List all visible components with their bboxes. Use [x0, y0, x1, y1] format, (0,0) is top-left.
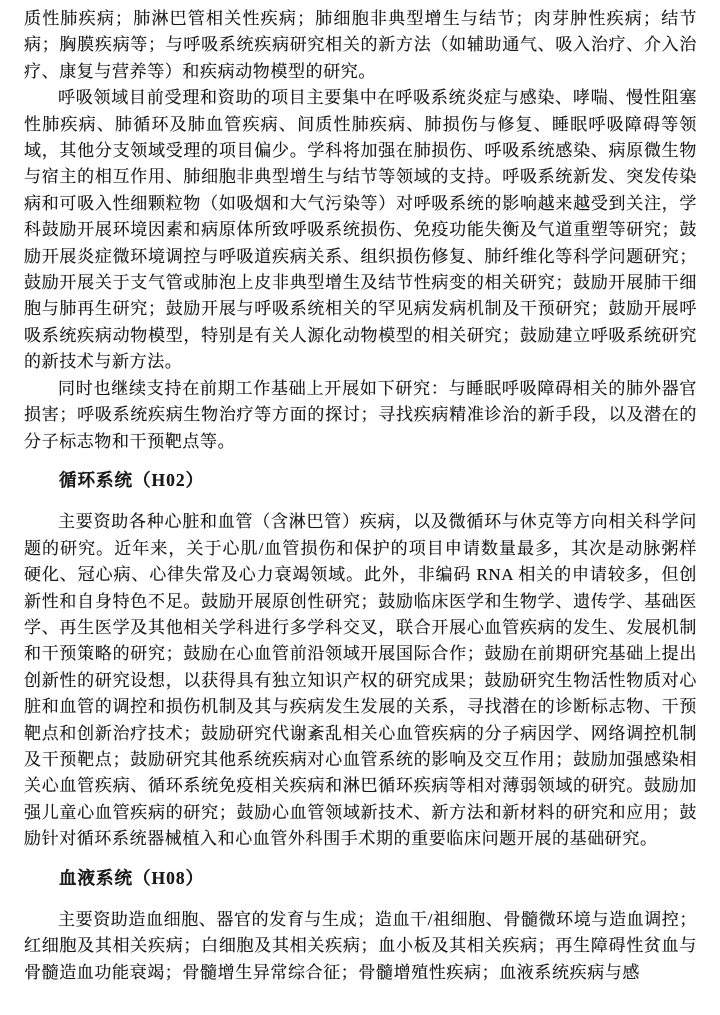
paragraph-circulatory-system: 主要资助各种心脏和血管（含淋巴管）疾病，以及微循环与休克等方向相关科学问题的研究。近年来，关于心肌/血管损伤和保护的项目申请数量最多，其次是动脉粥样硬化、冠心病、心律失常及心力衰竭领域。此外，非编码 RNA 相关的申请较多，但创新性和自身特色不足。鼓励开展原创性研究；鼓励临床医学和生物学、遗传学、基础医学、再生医学及其他相关学科进行多学科交叉，联合开展心血管疾病的发生、发展机制和干预策略的研究；鼓励在心血管前沿领域开展国际合作；鼓励在前期研究基础上提出创新性的研究设想，以获得具有独立知识产权的研究成果；鼓励研究生物活性物质对心脏和血管的调控和损伤机制及其与疾病发生发展的关系，寻找潜在的诊断标志物、干预靶点和创新治疗技术；鼓励研究代谢紊乱相关心血管疾病的分子病因学、网络调控机制及干预靶点；鼓励研究其他系统疾病对心血管系统的影响及交互作用；鼓励加强感染相关心血管疾病、循环系统免疫相关疾病和淋巴循环疾病等相对薄弱领域的研究。鼓励加强儿童心血管疾病的研究；鼓励心血管领域新技术、新方法和新材料的研究和应用；鼓励针对循环系统器械植入和心血管外科围手术期的重要临床问题开展的基础研究。 — [24, 512, 697, 849]
paragraph-respiratory-continued-support: 同时也继续支持在前期工作基础上开展如下研究：与睡眠呼吸障碍相关的肺外器官损害；呼吸系统疾病生物治疗等方面的探讨；寻找疾病精准诊治的新手段，以及潜在的分子标志物和干预靶点等。 — [24, 378, 697, 451]
paragraph-blood-system: 主要资助造血细胞、器官的发育与生成；造血干/祖细胞、骨髓微环境与造血调控；红细胞及其相关疾病；白细胞及其相关疾病；血小板及其相关疾病；再生障碍性贫血与骨髓造血功能衰竭；骨髓增生异常综合征；骨髓增殖性疾病；血液系统疾病与感 — [24, 910, 697, 982]
heading-circulatory-system-h02: 循环系统（H02） — [59, 469, 205, 490]
paragraph-respiratory-funding-focus: 呼吸领域目前受理和资助的项目主要集中在呼吸系统炎症与感染、哮喘、慢性阻塞性肺疾病、肺循环及肺血管疾病、间质性肺疾病、肺损伤与修复、睡眠呼吸障碍等领域，其他分支领域受理的项目偏少。学科将加强在肺损伤、呼吸系统感染、病原微生物与宿主的相互作用、肺细胞非典型增生与结节等领域的支持。呼吸系统新发、突发传染病和可吸入性细颗粒物（如吸烟和大气污染等）对呼吸系统的影响越来越受到关注，学科鼓励开展环境因素和病原体所致呼吸系统损伤、免疫功能失衡及气道重塑等研究；鼓励开展炎症微环境调控与呼吸道疾病关系、组织损伤修复、肺纤维化等科学问题研究；鼓励开展关于支气管或肺泡上皮非典型增生及结节性病变的相关研究；鼓励开展肺干细胞与肺再生研究；鼓励开展与呼吸系统相关的罕见病发病机制及干预研究；鼓励开展呼吸系统疾病动物模型，特别是有关人源化动物模型的相关研究；鼓励建立呼吸系统研究的新技术与新方法。 — [24, 88, 697, 372]
paragraph-respiratory-diseases-continued: 质性肺疾病；肺淋巴管相关性疾病；肺细胞非典型增生与结节；肉芽肿性疾病；结节病；胸膜疾病等；与呼吸系统疾病研究相关的新方法（如辅助通气、吸入治疗、介入治疗、康复与营养等）和疾病动物模型的研究。 — [24, 9, 697, 81]
heading-blood-system-h08: 血液系统（H08） — [59, 867, 205, 888]
